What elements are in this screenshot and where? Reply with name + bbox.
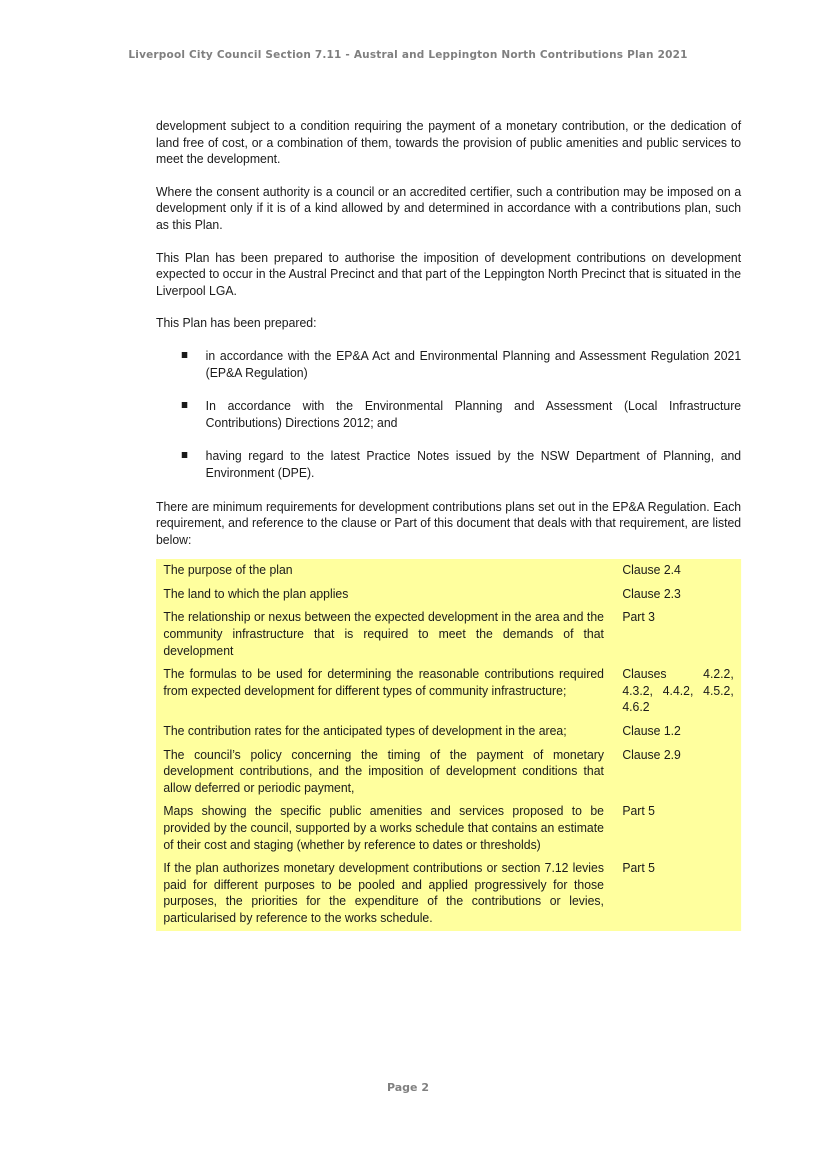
table-row: [156, 663, 741, 720]
running-header: Liverpool City Council Section 7.11 - Austral and Leppington North Contributions Plan 2021: [128, 49, 688, 61]
reference-cell: Part 3: [622, 609, 655, 625]
bullet-text: in accordance with the EP&A Act and Environmental Planning and Assessment Regulation 2021 (EP&A Regulation): [205, 347, 742, 380]
square-bullet-icon: [182, 352, 188, 358]
table-row: [156, 800, 741, 857]
table-row: [156, 720, 741, 744]
body-paragraph: This Plan has been prepared:: [156, 315, 317, 331]
reference-cell: Clause 2.3: [622, 585, 681, 601]
bullet-list: [156, 348, 741, 482]
requirements-table: [156, 559, 741, 930]
requirement-cell: The formulas to be used for determining the reasonable contributions required from expected development for different types of community infrastructure;: [163, 666, 604, 698]
reference-cell: Clause 2.9: [622, 746, 681, 762]
bullet-item: [156, 398, 741, 431]
reference-cell: Clause 1.2: [622, 723, 681, 739]
table-row: [156, 744, 741, 801]
requirement-cell: The purpose of the plan: [163, 562, 293, 578]
page-body: [156, 118, 741, 931]
table-row: [156, 606, 741, 663]
bullet-item: [156, 448, 741, 481]
reference-cell: Part 5: [622, 860, 655, 876]
reference-cell: Clause 2.4: [622, 562, 681, 578]
table-row: [156, 559, 741, 583]
reference-cell: Part 5: [622, 803, 655, 819]
body-paragraph: development subject to a condition requiring the payment of a monetary contribution, or the dedication of land free of cost, or a combination of them, towards the provision of public amenities and public services to meet the development.: [156, 118, 742, 167]
square-bullet-icon: [182, 402, 188, 408]
bullet-text: In accordance with the Environmental Planning and Assessment (Local Infrastructure Contributions) Directions 2012; and: [205, 398, 742, 430]
requirement-cell: The contribution rates for the anticipated types of development in the area;: [163, 723, 567, 739]
bullet-text: having regard to the latest Practice Notes issued by the NSW Department of Planning, and Environment (DPE).: [205, 448, 742, 480]
bullet-item: [156, 348, 741, 381]
table-intro: There are minimum requirements for development contributions plans set out in the EP&A Regulation. Each requirement, and reference to the clause or Part of this document that deals with that requirement, are listed below:: [156, 498, 742, 547]
table-row: [156, 857, 741, 930]
requirement-cell: If the plan authorizes monetary development contributions or section 7.12 levies paid for different purposes to be pooled and applied progressively for those purposes, the priorities for the expenditure of the contributions or levies, particularised by reference to the works schedule.: [163, 860, 604, 925]
square-bullet-icon: [182, 452, 188, 458]
body-paragraph: This Plan has been prepared to authorise the imposition of development contributions on development expected to occur in the Austral Precinct and that part of the Leppington North Precinct that is situated in the Liverpool LGA.: [156, 249, 742, 298]
requirement-cell: The council’s policy concerning the timing of the payment of monetary development contributions, and the imposition of development conditions that allow deferred or periodic payment,: [163, 746, 604, 795]
body-paragraph: Where the consent authority is a council or an accredited certifier, such a contribution may be imposed on a development only if it is of a kind allowed by and determined in accordance with a contributions plan, such as this Plan.: [156, 183, 742, 232]
requirement-cell: Maps showing the specific public amenities and services proposed to be provided by the council, supported by a works schedule that contains an estimate of their cost and staging (whether by reference to dates or thresholds): [163, 803, 604, 852]
reference-cell: Clauses 4.2.2, 4.3.2, 4.4.2, 4.5.2, 4.6.2: [622, 666, 734, 715]
page-number: Page 2: [386, 1081, 429, 1094]
requirement-cell: The relationship or nexus between the expected development in the area and the community infrastructure that is required to meet the demands of that development: [163, 609, 604, 658]
table-row: [156, 583, 741, 607]
requirement-cell: The land to which the plan applies: [163, 585, 349, 601]
